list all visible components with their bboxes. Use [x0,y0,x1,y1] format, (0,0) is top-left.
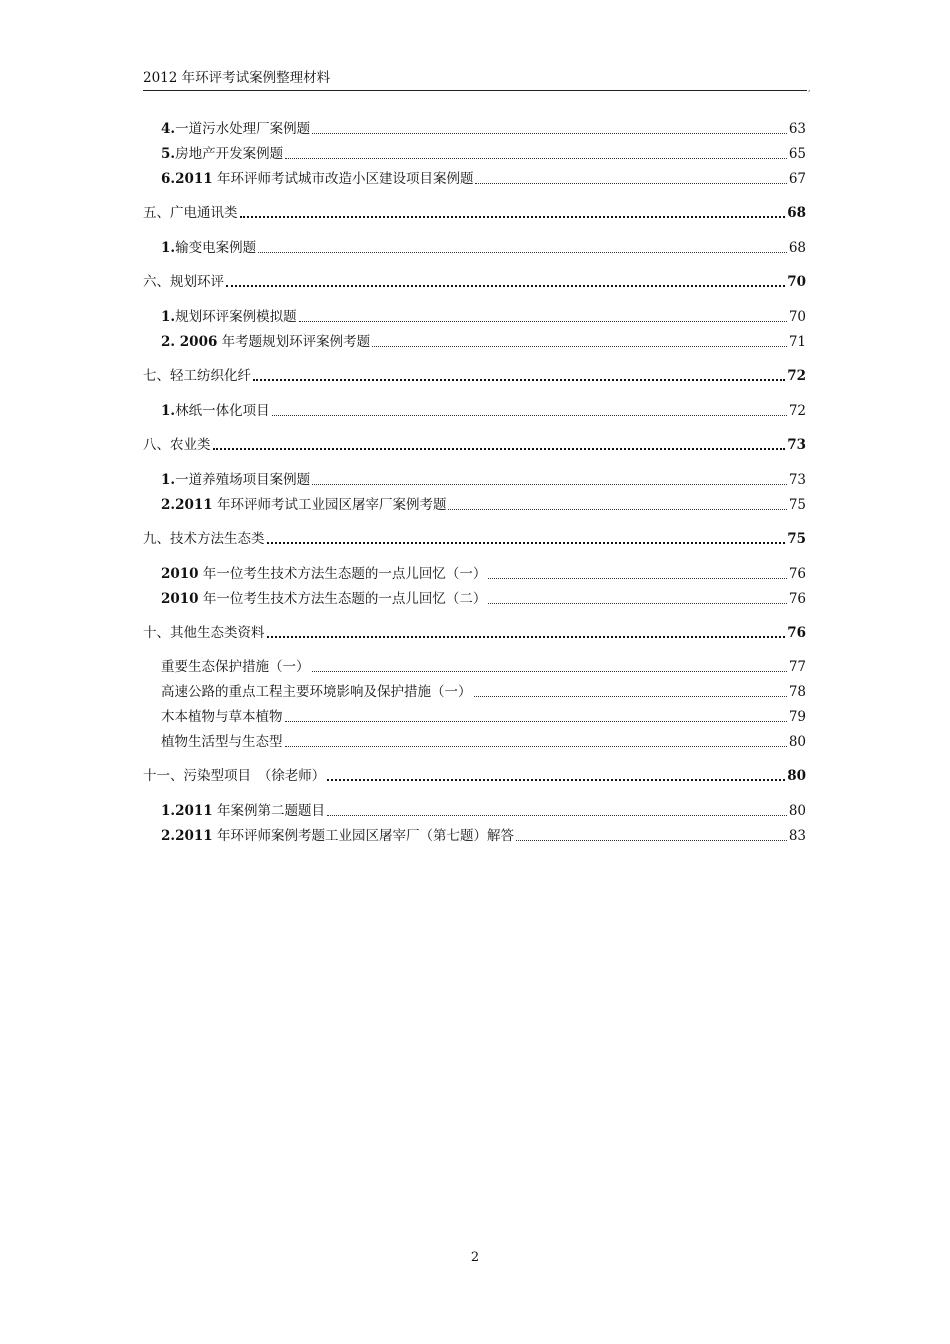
dot-leader [226,285,785,287]
toc-page-number: 70 [788,309,806,325]
toc-entry-text: 木本植物与草本植物 [161,709,283,725]
toc-entry-text: 年考题规划环评案例考题 [217,334,371,350]
toc-entry-number: 2010 [161,591,199,607]
toc-entry-text: 高速公路的重点工程主要环境影响及保护措施（一） [161,684,472,700]
toc-entry-number: 2.2011 [161,497,213,513]
toc-section-entry[interactable] [143,272,806,292]
toc-entry-text: 重要生态保护措施（一） [161,659,310,675]
toc-entry-text: 年环评师考试工业园区屠宰厂案例考题 [212,497,447,513]
toc-entry-text: 年案例第二题题目 [212,803,325,819]
toc-page-number: 73 [787,437,806,453]
toc-entry-text: 规划环评案例模拟题 [175,309,297,325]
toc-entry-label [161,682,472,702]
toc-page-number: 73 [788,472,806,488]
header-mark: , [808,84,811,93]
toc-entry[interactable] [161,401,806,421]
toc-page-number: 80 [787,768,806,784]
toc-entry-label [143,272,224,292]
toc-entry[interactable] [161,826,806,846]
toc-entry-text: 植物生活型与生态型 [161,734,283,750]
dot-leader [312,133,787,134]
toc-entry[interactable] [161,564,806,584]
toc-entry[interactable] [161,144,806,164]
toc-page-number: 68 [788,240,806,256]
toc-entry[interactable] [161,732,806,752]
toc-entry-number: 2.2011 [161,828,213,844]
toc-entry-text: 年环评师考试城市改造小区建设项目案例题 [212,171,474,187]
toc-entry-label [161,307,297,327]
toc-entry[interactable] [161,332,806,352]
toc-page-number: 70 [787,274,806,290]
toc-entry-label [161,495,446,515]
toc-entry-label [161,707,283,727]
toc-entry-label [143,366,251,386]
dot-leader [267,542,786,544]
toc-entry-number: 2010 [161,566,199,582]
toc-entry-label [161,589,486,609]
dot-leader [327,779,785,781]
page-header [143,68,807,91]
toc-entry-label [143,435,211,455]
toc-entry[interactable] [161,801,806,821]
toc-page-number: 75 [787,531,806,547]
toc-entry-text: 房地产开发案例题 [175,146,284,162]
toc-entry[interactable] [161,589,806,609]
toc-section-entry[interactable] [143,435,806,455]
toc-entry-number: 2. 2006 [161,334,218,350]
toc-entry[interactable] [161,238,806,258]
toc-entry-number: 1.2011 [161,803,213,819]
toc-entry[interactable] [161,470,806,490]
dot-leader [258,252,787,253]
toc-entry-label [161,470,310,490]
dot-leader [285,721,787,722]
header-title: 2012 年环评考试案例整理材料 [143,70,331,86]
toc-entry-number: 1. [161,240,176,256]
toc-entry-label [161,144,283,164]
toc-entry-text: 十一、污染型项目 （徐老师） [143,768,326,784]
dot-leader [213,448,786,450]
dot-leader [488,578,786,579]
toc-entry-label [143,529,265,549]
toc-entry-text: 九、技术方法生态类 [143,531,265,547]
toc-entry-label [161,169,473,189]
toc-page-number: 72 [788,403,806,419]
toc-entry-label [161,401,270,421]
dot-leader [488,603,786,604]
dot-leader [474,696,787,697]
toc-entry-number: 5. [161,146,176,162]
toc-entry-label [161,657,310,677]
toc-entry-text: 年一位考生技术方法生态题的一点儿回忆（一） [198,566,487,582]
dot-leader [372,346,787,347]
toc-entry-label [161,332,370,352]
dot-leader [272,415,787,416]
toc-entry-text: 七、轻工纺织化纤 [143,368,251,384]
toc-entry-text: 年环评师案例考题工业园区屠宰厂（第七题）解答 [212,828,514,844]
dot-leader [516,840,787,841]
toc-entry-label [143,623,265,643]
toc-page-number: 71 [788,334,806,350]
dot-leader [285,746,787,747]
toc-entry-text: 六、规划环评 [143,274,224,290]
toc-entry-label [143,766,325,786]
toc-page-number: 65 [788,146,806,162]
dot-leader [240,216,786,218]
toc-page-number: 80 [788,734,806,750]
toc-section-entry[interactable] [143,203,806,223]
toc-entry-text: 一道养殖场项目案例题 [175,472,311,488]
toc-entry-text: 年一位考生技术方法生态题的一点儿回忆（二） [198,591,487,607]
toc-page-number: 79 [788,709,806,725]
toc-entry-number: 1. [161,403,176,419]
dot-leader [267,636,786,638]
dot-leader [253,379,785,381]
toc-page-number: 76 [788,591,806,607]
dot-leader [448,509,786,510]
toc-page-number: 76 [787,625,806,641]
toc-entry[interactable] [161,707,806,727]
page-footer [0,1250,950,1265]
toc-entry-text: 输变电案例题 [175,240,257,256]
toc-entry-label [161,826,514,846]
dot-leader [475,183,786,184]
toc-entry-text: 林纸一体化项目 [175,403,270,419]
toc-page-number: 80 [788,803,806,819]
toc-entry-label [161,238,256,258]
toc-entry-number: 1. [161,472,176,488]
toc-entry[interactable] [161,307,806,327]
page-number: 2 [470,1250,480,1265]
toc-page-number: 76 [788,566,806,582]
toc-section-entry[interactable] [143,529,806,549]
toc-entry[interactable] [161,682,806,702]
toc-entry-text: 五、广电通讯类 [143,205,238,221]
toc-page-number: 67 [788,171,806,187]
toc-page-number: 63 [788,121,806,137]
dot-leader [312,484,787,485]
toc-entry-label [161,564,486,584]
toc-page-number: 83 [788,828,806,844]
dot-leader [327,815,787,816]
dot-leader [285,158,787,159]
toc-page-number: 77 [788,659,806,675]
toc-section-entry[interactable] [143,766,806,786]
toc-page-number: 75 [788,497,806,513]
toc-entry-label [143,203,238,223]
toc-entry-label [161,119,310,139]
toc-entry-label [161,732,283,752]
toc-entry[interactable] [161,657,806,677]
toc-page-number: 68 [787,205,806,221]
toc-entry-number: 6.2011 [161,171,213,187]
toc-entry[interactable] [161,119,806,139]
toc-section-entry[interactable] [143,366,806,386]
dot-leader [312,671,787,672]
toc-entry-text: 一道污水处理厂案例题 [175,121,311,137]
toc-entry[interactable] [161,495,806,515]
toc-entry-number: 1. [161,309,176,325]
toc-section-entry[interactable] [143,623,806,643]
toc-entry[interactable] [161,169,806,189]
toc-page-number: 78 [788,684,806,700]
toc-entry-number: 4. [161,121,176,137]
dot-leader [299,321,787,322]
toc-entry-text: 八、农业类 [143,437,211,453]
toc-page-number: 72 [787,368,806,384]
toc-entry-label [161,801,325,821]
toc-entry-text: 十、其他生态类资料 [143,625,265,641]
